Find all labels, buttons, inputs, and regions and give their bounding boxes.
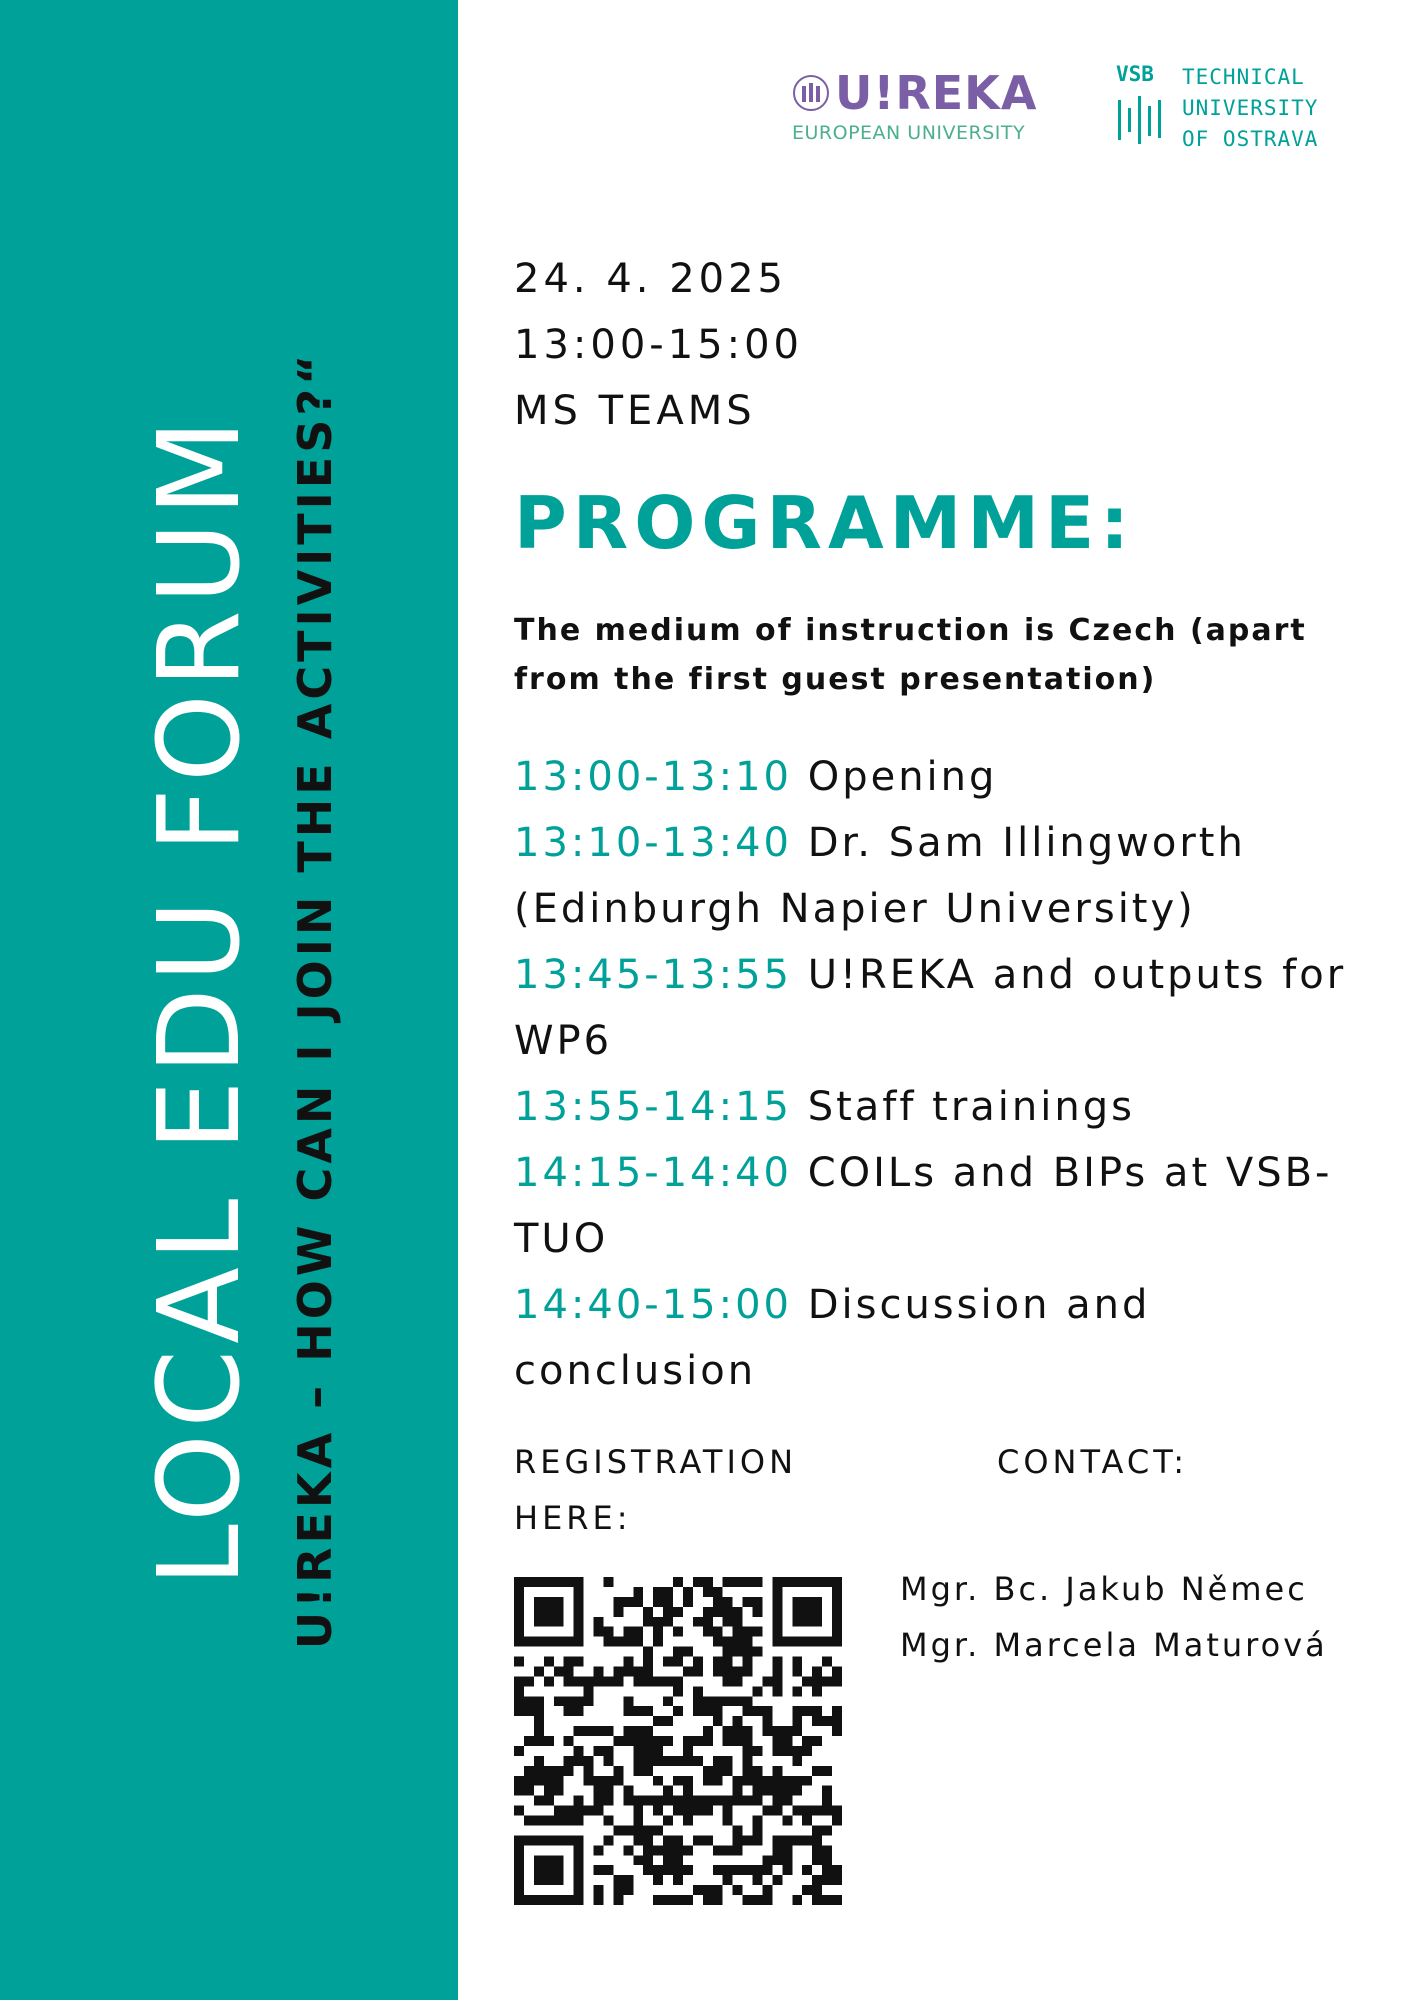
schedule-item <box>514 1272 1354 1404</box>
schedule-text: Discussion and conclusion <box>514 1282 1151 1394</box>
schedule-time: 13:55-14:15 <box>514 1084 792 1130</box>
schedule-time: 14:15-14:40 <box>514 1150 792 1196</box>
schedule-text: Dr. Sam Illingworth (Edinburgh Napier University) <box>514 820 1246 932</box>
vsb-abbreviation: VSB <box>1116 62 1154 86</box>
schedule-time: 13:00-13:10 <box>514 754 792 800</box>
sidebar-band <box>0 0 458 2000</box>
schedule-text: U!REKA and outputs for WP6 <box>514 952 1347 1064</box>
vsb-bars-icon <box>1118 96 1166 144</box>
schedule-item <box>514 1074 1354 1140</box>
schedule-text: Opening <box>807 754 998 800</box>
event-date: 24. 4. 2025 <box>514 256 788 302</box>
schedule-text: COILs and BIPs at VSB-TUO <box>514 1150 1333 1262</box>
forum-subtitle: U!REKA – HOW CAN I JOIN THE ACTIVITIES?“ <box>288 350 342 1650</box>
ureka-building-icon <box>792 74 830 112</box>
schedule-time: 14:40-15:00 <box>514 1282 792 1328</box>
qr-code-icon[interactable] <box>514 1577 842 1905</box>
schedule-item <box>514 1140 1354 1272</box>
schedule-item <box>514 942 1354 1074</box>
contact-list <box>900 1561 1328 1673</box>
ureka-tagline: EUROPEAN UNIVERSITY <box>792 122 1026 144</box>
vsb-logo <box>1116 62 1346 152</box>
ureka-wordmark: U!REKA <box>835 66 1038 120</box>
schedule-text: Staff trainings <box>807 1084 1135 1130</box>
registration-label: REGISTRATION HERE: <box>514 1443 797 1537</box>
schedule-item <box>514 810 1354 942</box>
forum-title: LOCAL EDU FORUM <box>135 413 265 1587</box>
schedule-time: 13:45-13:55 <box>514 952 792 998</box>
programme-schedule <box>514 744 1354 1404</box>
schedule-time: 13:10-13:40 <box>514 820 792 866</box>
vsb-university-name: TECHNICAL UNIVERSITY OF OSTRAVA <box>1182 65 1319 151</box>
event-info <box>514 246 803 444</box>
event-place: MS TEAMS <box>514 388 756 434</box>
event-time: 13:00-15:00 <box>514 322 803 368</box>
contact-person: Mgr. Marcela Maturová <box>900 1626 1328 1664</box>
programme-heading: PROGRAMME: <box>514 481 1135 565</box>
contact-label: CONTACT: <box>997 1443 1189 1481</box>
contact-person: Mgr. Bc. Jakub Němec <box>900 1570 1308 1608</box>
ureka-logo <box>792 66 1054 150</box>
instruction-note: The medium of instruction is Czech (apart from the first guest presentation) <box>514 613 1307 697</box>
schedule-item <box>514 744 1354 810</box>
